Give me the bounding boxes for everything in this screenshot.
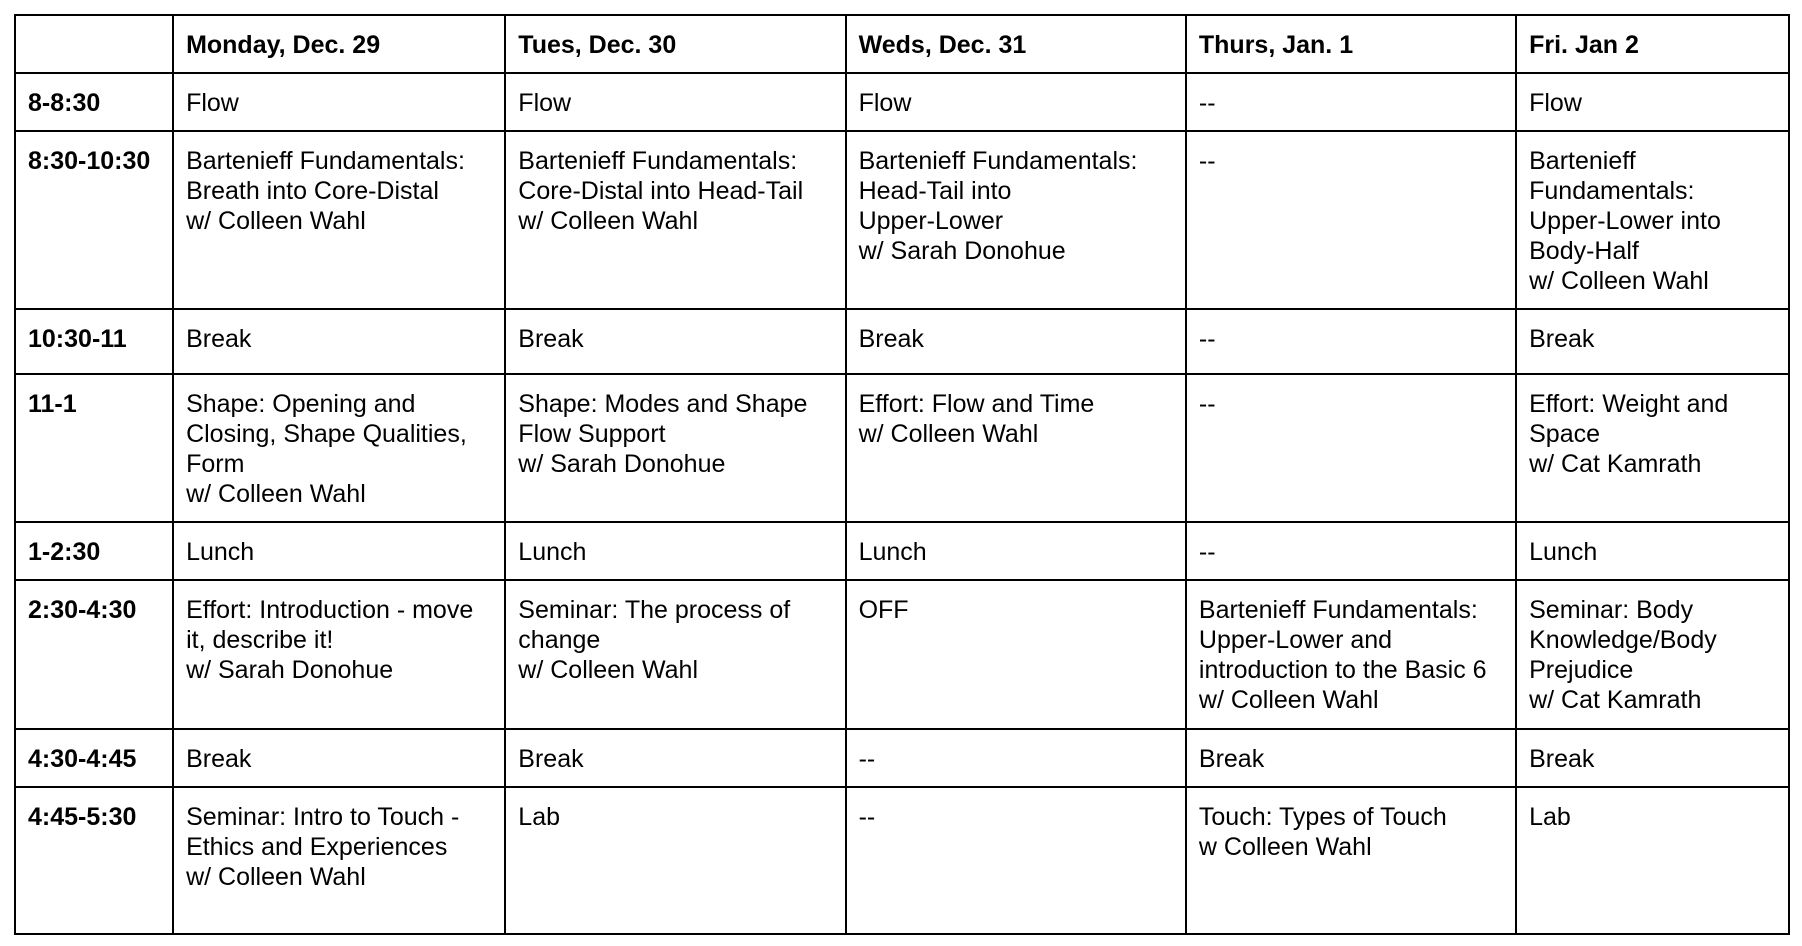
session-cell: Lunch: [846, 522, 1186, 580]
session-cell: Break: [1516, 729, 1789, 787]
session-cell: Lunch: [173, 522, 505, 580]
day-header-wednesday: Weds, Dec. 31: [846, 15, 1186, 73]
session-cell: Flow: [1516, 73, 1789, 131]
session-cell: Lab: [505, 787, 845, 934]
time-slot-cell: 2:30-4:30: [15, 580, 173, 729]
table-row: [15, 580, 1789, 729]
session-cell: Break: [505, 729, 845, 787]
day-header-tuesday: Tues, Dec. 30: [505, 15, 845, 73]
time-slot-cell: 8-8:30: [15, 73, 173, 131]
time-slot-cell: 8:30-10:30: [15, 131, 173, 309]
session-cell: Break: [173, 729, 505, 787]
day-header-thursday: Thurs, Jan. 1: [1186, 15, 1516, 73]
session-cell: Effort: Flow and Time w/ Colleen Wahl: [846, 374, 1186, 522]
session-cell: Break: [505, 309, 845, 374]
session-cell: --: [846, 787, 1186, 934]
table-row: [15, 522, 1789, 580]
day-header-monday: Monday, Dec. 29: [173, 15, 505, 73]
time-slot-cell: 4:30-4:45: [15, 729, 173, 787]
corner-cell: [15, 15, 173, 73]
table-row: [15, 787, 1789, 934]
session-cell: Lunch: [1516, 522, 1789, 580]
session-cell: Lab: [1516, 787, 1789, 934]
table-row: [15, 309, 1789, 374]
session-cell: Break: [846, 309, 1186, 374]
session-cell: Break: [173, 309, 505, 374]
session-cell: --: [846, 729, 1186, 787]
table-row: [15, 374, 1789, 522]
time-slot-cell: 4:45-5:30: [15, 787, 173, 934]
session-cell: Bartenieff Fundamentals: Core-Distal into Head-Tail w/ Colleen Wahl: [505, 131, 845, 309]
time-slot-cell: 1-2:30: [15, 522, 173, 580]
session-cell: --: [1186, 374, 1516, 522]
session-cell: Bartenieff Fundamentals: Upper-Lower and introduction to the Basic 6 w/ Colleen Wahl: [1186, 580, 1516, 729]
session-cell: Seminar: Intro to Touch - Ethics and Experiences w/ Colleen Wahl: [173, 787, 505, 934]
table-row: [15, 729, 1789, 787]
session-cell: Seminar: The process of change w/ Colleen Wahl: [505, 580, 845, 729]
time-slot-cell: 11-1: [15, 374, 173, 522]
time-slot-cell: 10:30-11: [15, 309, 173, 374]
session-cell: Touch: Types of Touch w Colleen Wahl: [1186, 787, 1516, 934]
session-cell: Shape: Modes and Shape Flow Support w/ Sarah Donohue: [505, 374, 845, 522]
session-cell: Bartenieff Fundamentals: Head-Tail into Upper-Lower w/ Sarah Donohue: [846, 131, 1186, 309]
session-cell: --: [1186, 73, 1516, 131]
header-row: [15, 15, 1789, 73]
session-cell: --: [1186, 309, 1516, 374]
schedule-table: [14, 14, 1790, 935]
session-cell: Effort: Weight and Space w/ Cat Kamrath: [1516, 374, 1789, 522]
session-cell: Flow: [173, 73, 505, 131]
session-cell: Shape: Opening and Closing, Shape Qualities, Form w/ Colleen Wahl: [173, 374, 505, 522]
session-cell: Seminar: Body Knowledge/Body Prejudice w/ Cat Kamrath: [1516, 580, 1789, 729]
session-cell: Flow: [846, 73, 1186, 131]
session-cell: Bartenieff Fundamentals: Upper-Lower into Body-Half w/ Colleen Wahl: [1516, 131, 1789, 309]
day-header-friday: Fri. Jan 2: [1516, 15, 1789, 73]
session-cell: Bartenieff Fundamentals: Breath into Core-Distal w/ Colleen Wahl: [173, 131, 505, 309]
table-row: [15, 73, 1789, 131]
session-cell: --: [1186, 522, 1516, 580]
session-cell: Flow: [505, 73, 845, 131]
session-cell: --: [1186, 131, 1516, 309]
session-cell: Break: [1186, 729, 1516, 787]
session-cell: Effort: Introduction - move it, describe it! w/ Sarah Donohue: [173, 580, 505, 729]
session-cell: OFF: [846, 580, 1186, 729]
session-cell: Break: [1516, 309, 1789, 374]
table-row: [15, 131, 1789, 309]
session-cell: Lunch: [505, 522, 845, 580]
schedule-container: [14, 14, 1790, 935]
